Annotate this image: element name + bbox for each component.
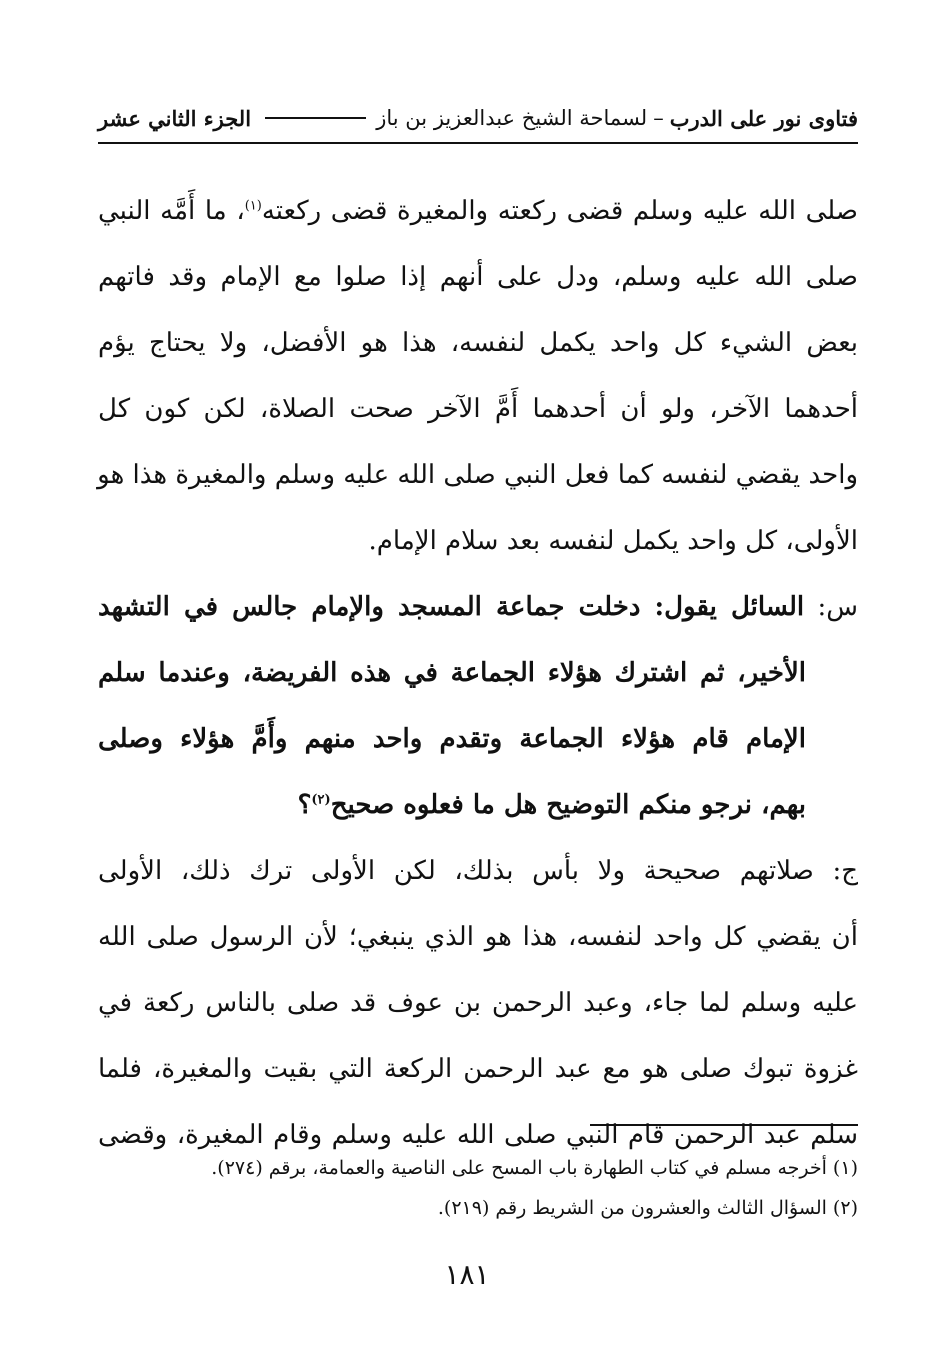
question-text: بهم، نرجو منكم التوضيح هل ما فعلوه صحيح: [330, 790, 806, 820]
question-text: السائل يقول: دخلت جماعة المسجد والإمام جالس في التشهد: [98, 592, 805, 622]
footnote-ref: (٢): [311, 792, 331, 808]
answer-line: ج: صلاتهم صحيحة ولا بأس بذلك، لكن الأولى ترك ذلك، الأولى: [98, 856, 858, 886]
answer-line: عليه وسلم لما جاء، وعبد الرحمن بن عوف قد صلى بالناس ركعة في: [98, 988, 858, 1018]
footnotes: [98, 1148, 858, 1228]
author-name: لسماحة الشيخ عبدالعزيز بن باز: [376, 106, 648, 130]
page-body: [98, 178, 858, 1168]
header-separator: –: [653, 106, 664, 130]
question-line: [98, 772, 858, 838]
footnote: (١) أخرجه مسلم في كتاب الطهارة باب المسح على الناصية والعمامة، برقم (٢٧٤).: [211, 1157, 858, 1179]
book-title: فتاوى نور على الدرب: [669, 105, 858, 131]
question-line: الأخير، ثم اشترك هؤلاء الجماعة في هذه الفريضة، وعندما سلم: [98, 658, 806, 688]
answer-line: أن يقضي كل واحد لنفسه، هذا هو الذي ينبغي؛ لأن الرسول صلى الله: [98, 922, 858, 952]
body-line: أحدهما الآخر، ولو أن أحدهما أَمَّ الآخر صحت الصلاة، لكن كون كل: [98, 394, 858, 424]
header-divider: [98, 142, 858, 144]
body-line: بعض الشيء كل واحد يكمل لنفسه، هذا هو الأفضل، ولا يحتاج يؤم: [98, 328, 858, 358]
footnote-ref: (١): [244, 198, 262, 214]
body-line: صلى الله عليه وسلم، ودل على أنهم إذا صلوا مع الإمام وقد فاتهم: [98, 262, 858, 292]
question-line: الإمام قام هؤلاء الجماعة وتقدم واحد منهم وأَمَّ هؤلاء وصلى: [98, 724, 806, 754]
body-line-text: ، ما أَمَّه النبي: [98, 196, 245, 226]
header-rule: [265, 117, 366, 119]
page-number: ١٨١: [444, 1258, 490, 1291]
body-line-text: صلى الله عليه وسلم قضى ركعته والمغيرة قضى ركعته: [261, 196, 858, 226]
question-prefix: س:: [804, 592, 858, 622]
footnote: (٢) السؤال الثالث والعشرون من الشريط رقم (٢١٩).: [437, 1197, 858, 1219]
footnote-divider: [590, 1124, 858, 1126]
body-line: الأولى، كل واحد يكمل لنفسه بعد سلام الإمام.: [368, 526, 858, 556]
question-line: [98, 574, 858, 640]
question-mark: ؟: [297, 790, 312, 820]
body-line: واحد يقضي لنفسه كما فعل النبي صلى الله عليه وسلم والمغيرة هذا هو: [97, 460, 858, 490]
body-line: [98, 178, 858, 244]
answer-line: غزوة تبوك صلى هو مع عبد الرحمن الركعة التي بقيت والمغيرة، فلما: [98, 1054, 858, 1084]
answer-line: سلم عبد الرحمن قام النبي صلى الله عليه وسلم وقام المغيرة، وقضى: [98, 1120, 858, 1150]
running-header: [98, 98, 858, 138]
volume-part: الجزء الثاني عشر: [98, 105, 252, 131]
